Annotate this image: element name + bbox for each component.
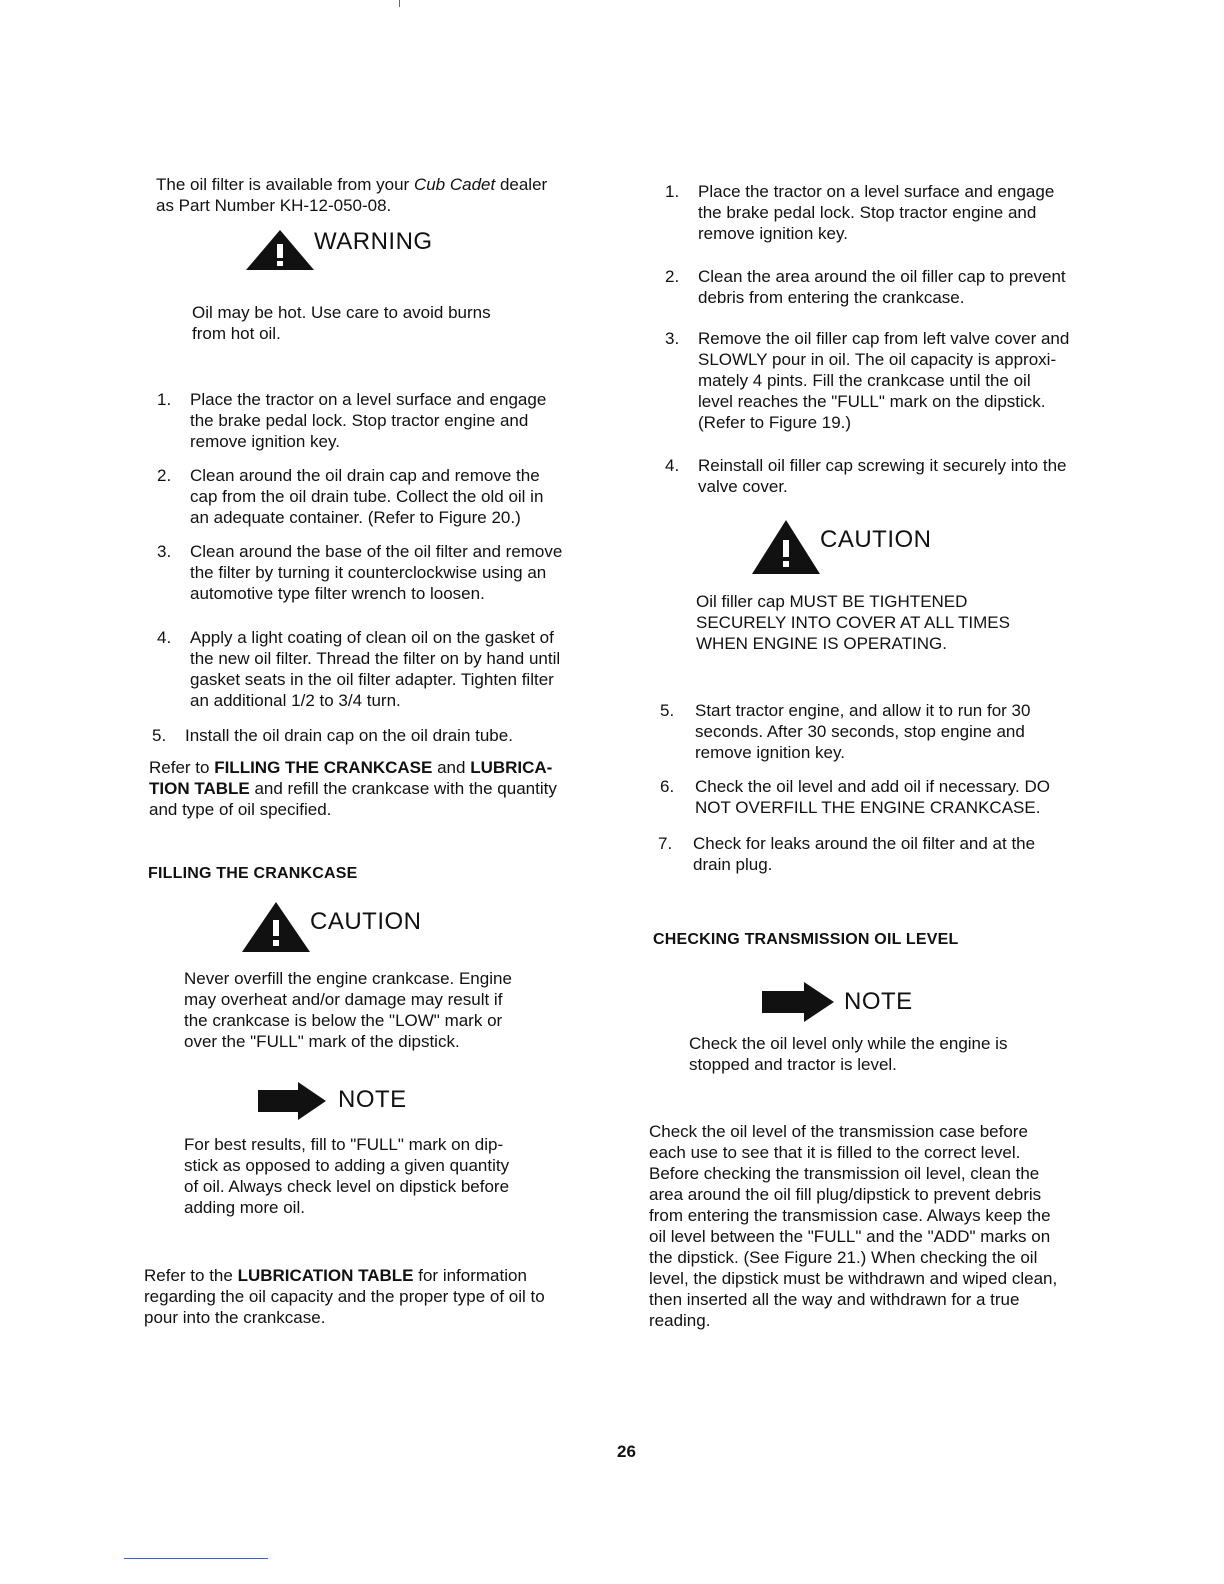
scan-mark	[399, 0, 400, 7]
note-text: Check the oil level only while the engine is stopped and tractor is level.	[689, 1034, 1008, 1074]
warning-text: Oil may be hot. Use care to avoid burns from hot oil.	[192, 303, 491, 343]
lubrication-paragraph: Refer to the LUBRICATION TABLE for information regarding the oil capacity and the proper type of oil to pour into the crankcase.	[144, 1266, 545, 1327]
note-callout	[760, 980, 913, 1024]
arrow-right-icon	[760, 980, 836, 1024]
caution-callout	[750, 516, 932, 576]
caution-label: CAUTION	[820, 526, 932, 553]
caution-callout	[240, 898, 422, 954]
caution-text: Oil filler cap MUST BE TIGHTENED SECURELY INTO COVER AT ALL TIMES WHEN ENGINE IS OPERATING.	[696, 592, 1010, 653]
caution-text: Never overfill the engine crankcase. Engine may overheat and/or damage may result if the crankcase is below the "LOW" mark or over the "FULL" mark of the dipstick.	[184, 969, 512, 1051]
note-text: For best results, fill to "FULL" mark on dip- stick as opposed to adding a given quantity of oil. Always check level on dipstick before adding more oil.	[184, 1135, 510, 1217]
page-number: 26	[617, 1442, 636, 1461]
footer-rule	[124, 1558, 268, 1559]
warning-icon	[244, 228, 316, 272]
note-label: NOTE	[844, 988, 913, 1015]
warning-label: WARNING	[314, 228, 433, 255]
caution-label: CAUTION	[310, 908, 422, 935]
warning-callout	[244, 228, 433, 272]
note-callout	[256, 1080, 407, 1122]
refer-paragraph: Refer to FILLING THE CRANKCASE and LUBRICA- TION TABLE and refill the crankcase with the quantity and type of oil specified.	[149, 758, 557, 819]
arrow-right-icon	[256, 1080, 328, 1122]
note-label: NOTE	[338, 1086, 407, 1113]
warning-icon	[750, 516, 822, 576]
section-heading-transmission: CHECKING TRANSMISSION OIL LEVEL	[653, 931, 959, 948]
section-heading-filling: FILLING THE CRANKCASE	[148, 865, 358, 882]
intro-text: The oil filter is available from your Cub Cadet dealer as Part Number KH-12-050-08.	[156, 175, 548, 215]
transmission-paragraph: Check the oil level of the transmission case before each use to see that it is filled to the correct level. Before checking the transmission oil level, clean the area around the oil fill plug/dipstick to prevent debris from entering the transmission case. Always keep the oil level between the "FULL" and the "ADD" marks on the dipstick. (See Figure 21.) When checking the oil level, the dipstick must be withdrawn and wiped clean, then inserted all the way and withdrawn for a true reading.	[649, 1122, 1058, 1330]
warning-icon	[240, 898, 312, 954]
